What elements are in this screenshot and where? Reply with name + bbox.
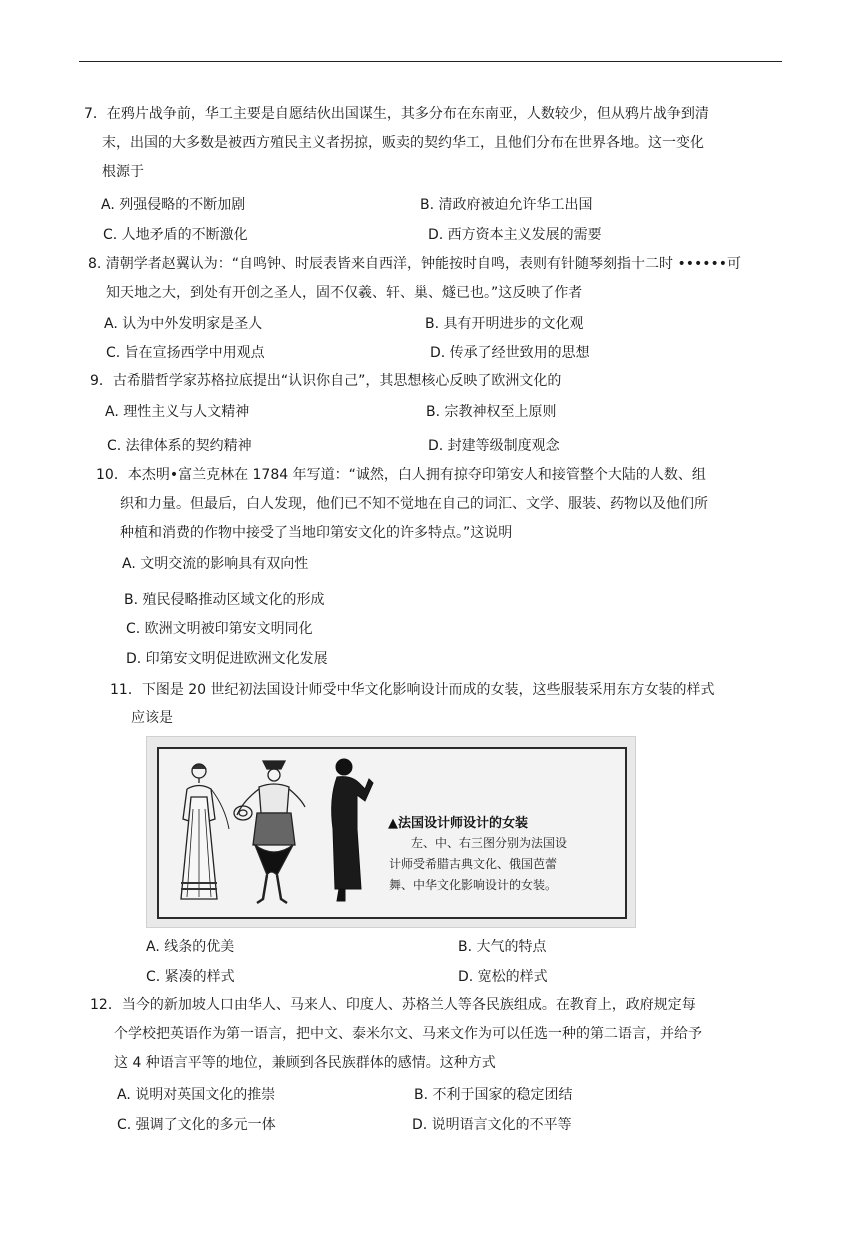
- q11-option-b[interactable]: B. 大气的特点: [458, 939, 547, 955]
- q11-option-a[interactable]: A. 线条的优美: [146, 939, 235, 955]
- q7-option-c[interactable]: C. 人地矛盾的不断激化: [103, 227, 248, 243]
- figure-frame: [157, 747, 627, 919]
- header-rule: [79, 61, 782, 62]
- q11-option-c[interactable]: C. 紧凑的样式: [146, 969, 235, 985]
- q8-option-b[interactable]: B. 具有开明进步的文化观: [425, 316, 584, 332]
- q12-option-d[interactable]: D. 说明语言文化的不平等: [412, 1117, 572, 1133]
- q12-stem-line-3: 这 4 种语言平等的地位，兼顾到各民族群体的感情。这种方式: [114, 1055, 496, 1071]
- q11-stem-line-1: 11．下图是 20 世纪初法国设计师受中华文化影响设计而成的女装，这些服装采用东方女装的样式: [110, 682, 715, 698]
- q10-option-d[interactable]: D. 印第安文明促进欧洲文化发展: [126, 651, 328, 667]
- q8-option-c[interactable]: C. 旨在宣扬西学中用观点: [106, 345, 265, 361]
- q7-option-a[interactable]: A. 列强侵略的不断加剧: [101, 197, 246, 213]
- q12-option-c[interactable]: C. 强调了文化的多元一体: [117, 1117, 276, 1133]
- q7-stem-line-3: 根源于: [102, 164, 144, 180]
- q12-option-b[interactable]: B. 不利于国家的稳定团结: [414, 1087, 573, 1103]
- q7-option-d[interactable]: D. 西方资本主义发展的需要: [428, 227, 602, 243]
- q11-stem-line-2: 应该是: [131, 710, 173, 726]
- q9-option-d[interactable]: D. 封建等级制度观念: [428, 438, 560, 454]
- q10-stem-line-3: 种植和消费的作物中接受了当地印第安文化的许多特点。”这说明: [120, 525, 513, 541]
- q10-option-c[interactable]: C. 欧洲文明被印第安文明同化: [126, 621, 313, 637]
- q11-option-d[interactable]: D. 宽松的样式: [458, 969, 548, 985]
- figure-caption-line-1: 左、中、右三图分别为法国设: [411, 836, 568, 850]
- q10-stem-line-2: 织和力量。但最后，白人发现，他们已不知不觉地在自己的词汇、文学、服装、药物以及他们所: [120, 496, 708, 512]
- q12-option-a[interactable]: A. 说明对英国文化的推崇: [117, 1087, 276, 1103]
- q8-option-d[interactable]: D. 传承了经世致用的思想: [430, 345, 590, 361]
- q10-stem-line-1: 10．本杰明•富兰克林在 1784 年写道：“诚然，白人拥有掠夺印第安人和接管整个大陆的人数、组: [96, 467, 706, 483]
- figure-caption-line-2: 计师受希腊古典文化、俄国芭蕾: [389, 857, 558, 871]
- q7-stem-line-1: 7．在鸦片战争前，华工主要是自愿结伙出国谋生，其多分布在东南亚，人数较少，但从鸦片战争到清: [84, 106, 709, 122]
- fashion-figure: [146, 736, 636, 928]
- q8-stem-line-2: 知天地之大，到处有开创之圣人，固不仅羲、轩、巢、燧已也。”这反映了作者: [106, 285, 583, 301]
- q9-option-a[interactable]: A. 理性主义与人文精神: [105, 404, 250, 420]
- greek-style-dress-figure: [181, 764, 229, 899]
- q9-option-c[interactable]: C. 法律体系的契约精神: [107, 438, 252, 454]
- q9-stem-line-1: 9．古希腊哲学家苏格拉底提出“认识你自己”，其思想核心反映了欧洲文化的: [90, 373, 562, 389]
- chinese-style-dress-figure: [332, 759, 373, 901]
- ballet-style-dress-figure: [234, 761, 305, 903]
- figure-title: ▲法国设计师设计的女装: [388, 816, 528, 831]
- q8-stem-line-1: 8. 清朝学者赵翼认为：“自鸣钟、时辰表皆来自西洋，钟能按时自鸣，表则有针随琴刻指十二时 ••••••可: [88, 256, 742, 272]
- three-dresses-illustration: [159, 749, 379, 917]
- q8-option-a[interactable]: A. 认为中外发明家是圣人: [104, 316, 263, 332]
- q9-option-b[interactable]: B. 宗教神权至上原则: [426, 404, 557, 420]
- q7-option-b[interactable]: B. 清政府被迫允许华工出国: [420, 197, 593, 213]
- q12-stem-line-2: 个学校把英语作为第一语言，把中文、泰米尔文、马来文作为可以任选一种的第二语言，并给予: [114, 1026, 702, 1042]
- figure-caption-line-3: 舞、中华文化影响设计的女装。: [389, 878, 558, 892]
- q10-option-b[interactable]: B. 殖民侵略推动区域文化的形成: [124, 592, 325, 608]
- q10-option-a[interactable]: A. 文明交流的影响具有双向性: [122, 556, 309, 572]
- q7-stem-line-2: 末，出国的大多数是被西方殖民主义者拐掠，贩卖的契约华工，且他们分布在世界各地。这一变化: [102, 135, 704, 151]
- q12-stem-line-1: 12．当今的新加坡人口由华人、马来人、印度人、苏格兰人等各民族组成。在教育上，政府规定每: [90, 997, 696, 1013]
